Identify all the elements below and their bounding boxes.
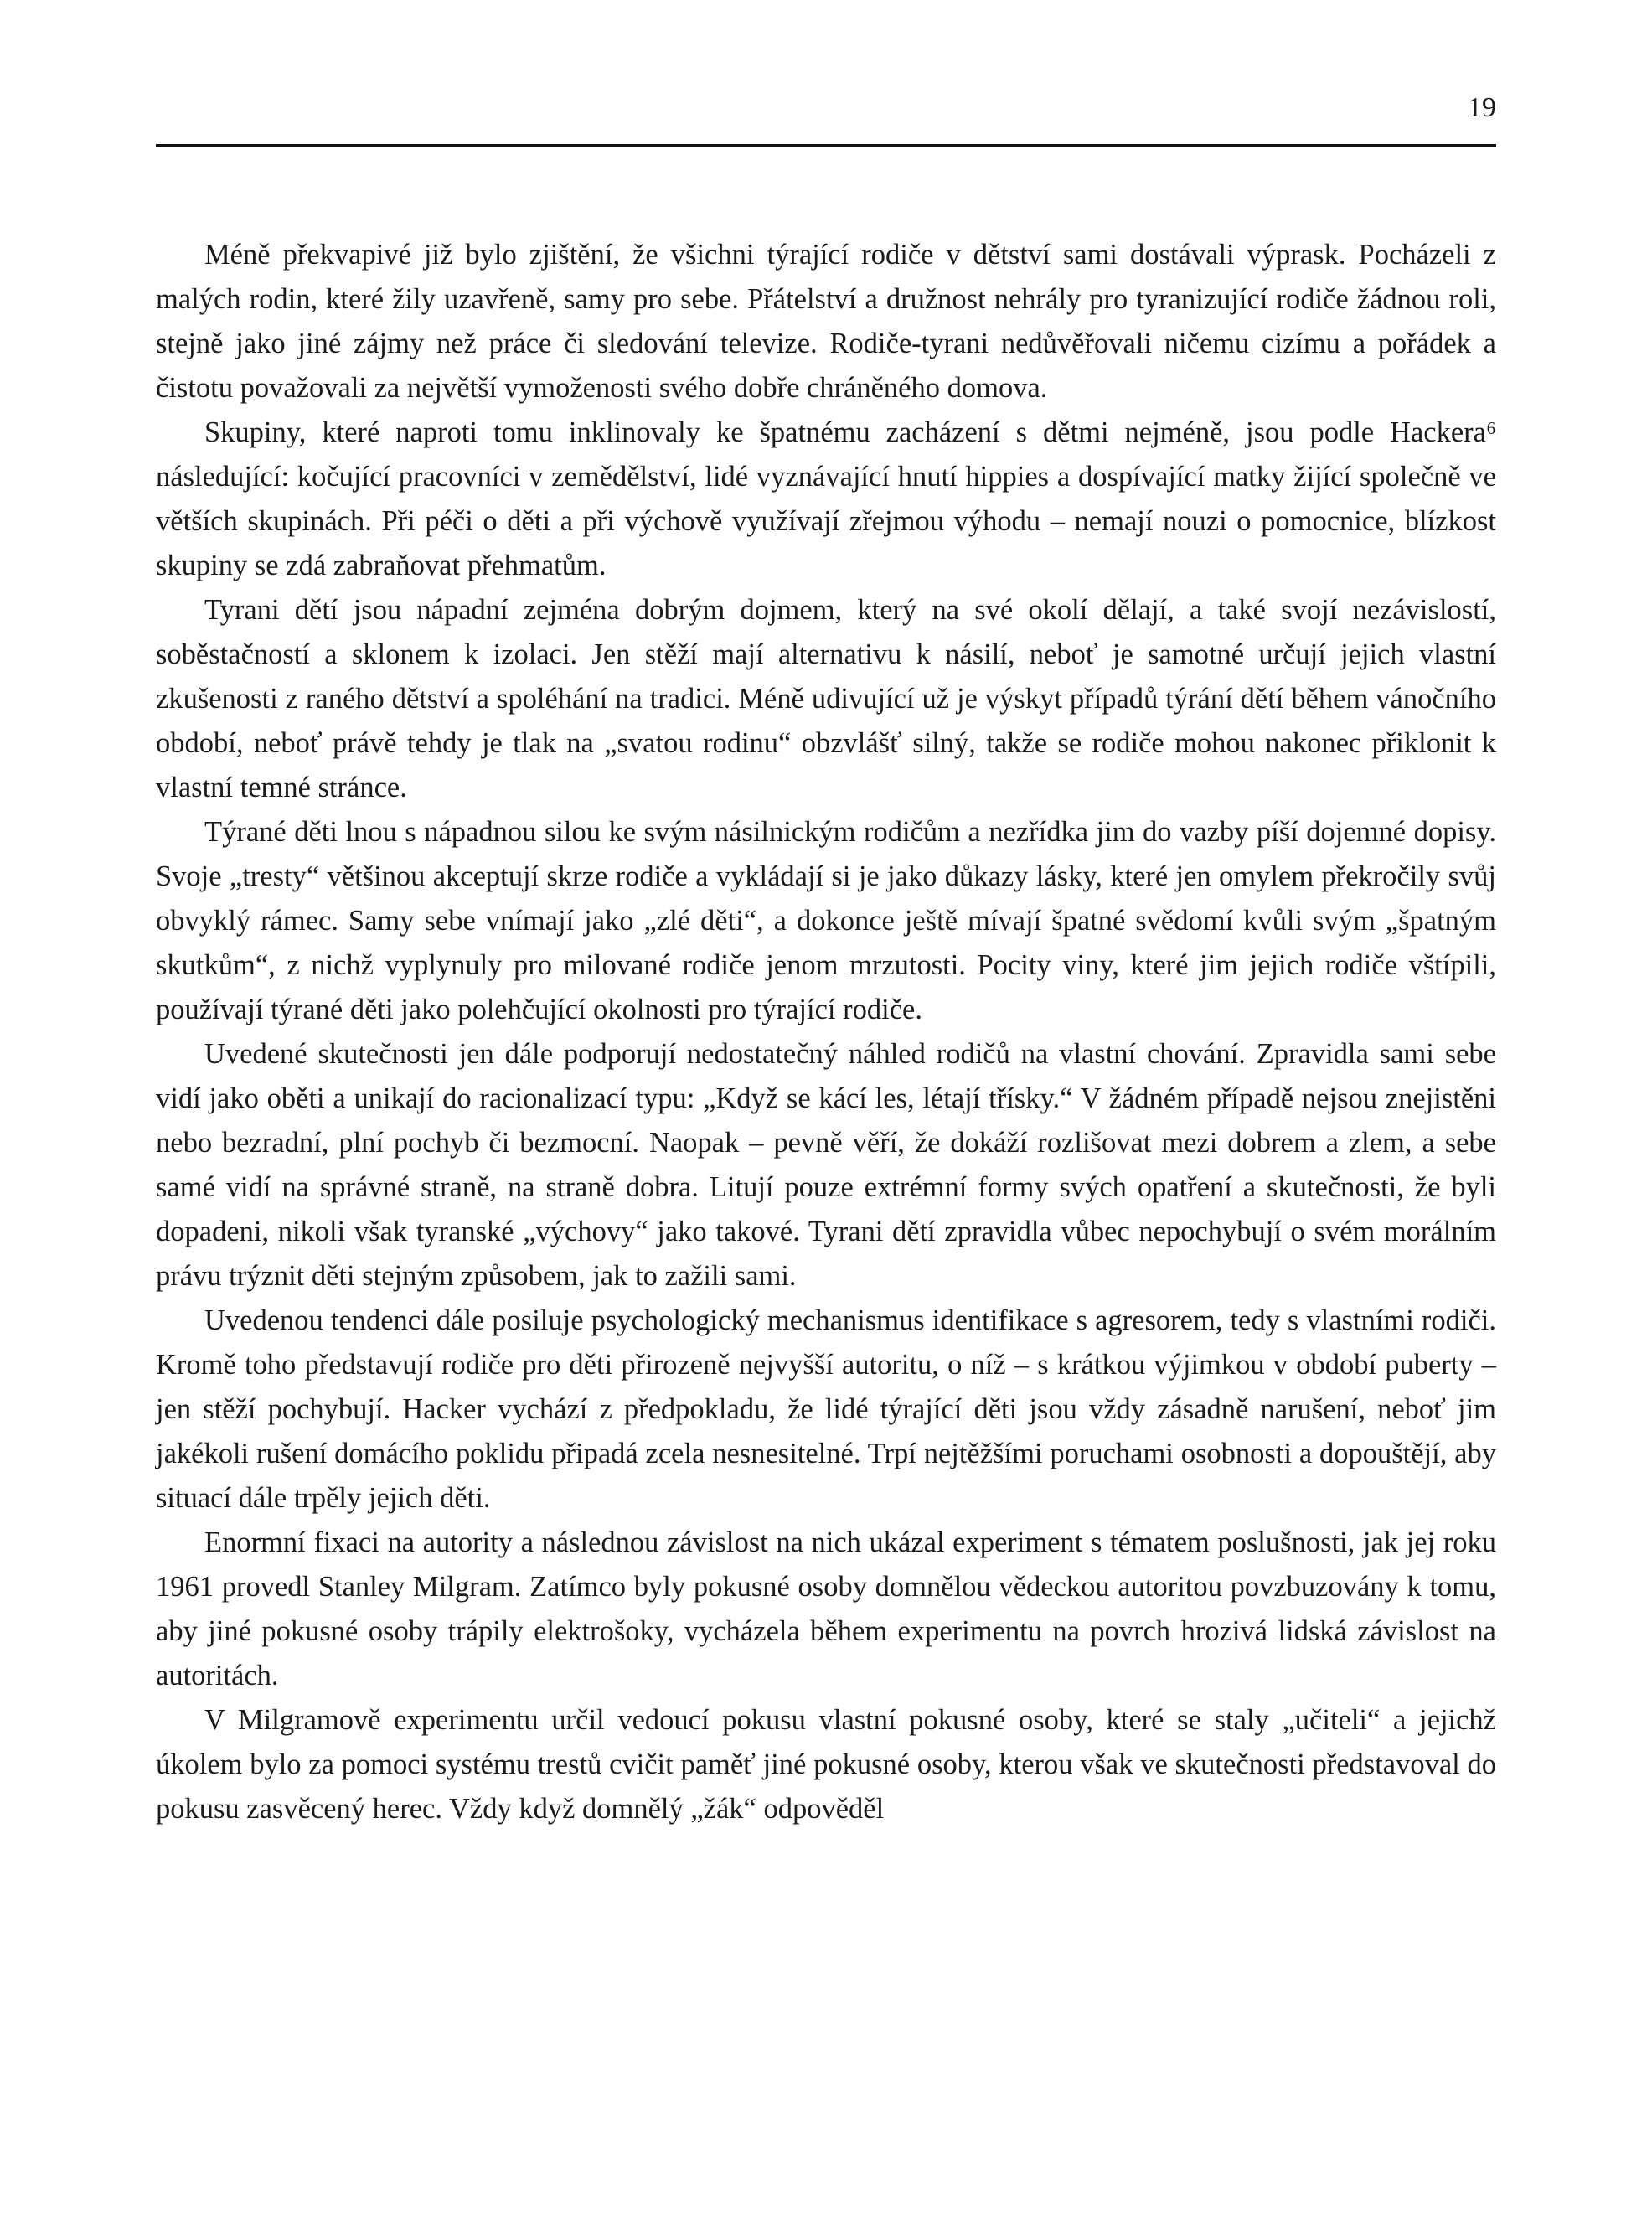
paragraph-8: V Milgramově experimentu určil vedoucí pokusu vlastní pokusné osoby, které se staly „učiteli“ a jejichž úkolem bylo za pomoci systému trestů cvičit paměť jiné pokusné osoby, kterou však ve skutečnosti představoval do pokusu zasvěcený herec. Vždy když domnělý „žák“ odpověděl: [156, 1704, 1496, 1825]
paragraph-4: Týrané děti lnou s nápadnou silou ke svým násilnickým rodičům a nezřídka jim do vazby píší dojemné dopisy. Svoje „tresty“ většinou akceptují skrze rodiče a vykládají si je jako důkazy lásky, které jen omylem překročily svůj obvyklý rámec. Samy sebe vnímají jako „zlé děti“, a dokonce ještě mívají špatné svědomí kvůli svým „špatným skutkům“, z nichž vyplynuly pro milované rodiče jenom mrzutosti. Pocity viny, které jim jejich rodiče vštípili, používají týrané děti jako polehčující okolnosti pro týrající rodiče.: [156, 816, 1496, 1025]
paragraph-7: Enormní fixaci na autority a následnou závislost na nich ukázal experiment s tématem poslušnosti, jak jej roku 1961 provedl Stanley Milgram. Zatímco byly pokusné osoby domnělou vědeckou autoritou povzbuzovány k tomu, aby jiné pokusné osoby trápily elektrošoky, vycházela během experimentu na povrch hrozivá lidská závislost na autoritách.: [156, 1526, 1496, 1691]
paragraph-5: Uvedené skutečnosti jen dále podporují nedostatečný náhled rodičů na vlastní chování. Zpravidla sami sebe vidí jako oběti a unikají do racionalizací typu: „Když se kácí les, létají třísky.“ V žádném případě nejsou znejistěni nebo bezradní, plní pochyb či bezmocní. Naopak – pevně věří, že dokáží rozlišovat mezi dobrem a zlem, a sebe samé vidí na správné straně, na straně dobra. Litují pouze extrémní formy svých opatření a skutečnosti, že byli dopadeni, nikoli však tyranské „výchovy“ jako takové. Tyrani dětí zpravidla vůbec nepochybují o svém morálním právu trýznit děti stejným způsobem, jak to zažili sami.: [156, 1038, 1496, 1292]
header-rule: [156, 144, 1496, 147]
paragraph-2: Skupiny, které naproti tomu inklinovaly ke špatnému zacházení s dětmi nejméně, jsou podle Hackera⁶ následující: kočující pracovníci v zemědělství, lidé vyznávající hnutí hippies a dospívající matky žijící společně ve větších skupinách. Při péči o děti a při výchově využívají zřejmou výhodu – nemají nouzi o pomocnice, blízkost skupiny se zdá zabraňovat přehmatům.: [156, 416, 1496, 581]
paragraph-6: Uvedenou tendenci dále posiluje psychologický mechanismus identifikace s agresorem, tedy s vlastními rodiči. Kromě toho představují rodiče pro děti přirozeně nejvyšší autoritu, o níž – s krátkou výjimkou v období puberty – jen stěží pochybují. Hacker vychází z předpokladu, že lidé týrající děti jsou vždy zásadně narušení, neboť jim jakékoli rušení domácího poklidu připadá zcela nesnesitelné. Trpí nejtěžšími poruchami osobnosti a dopouštějí, aby situací dále trpěly jejich děti.: [156, 1304, 1496, 1514]
body-text: [156, 233, 1496, 1831]
paragraph-1: Méně překvapivé již bylo zjištění, že všichni týrající rodiče v dětství sami dostávali výprask. Pocházeli z malých rodin, které žily uzavřeně, samy pro sebe. Přátelství a družnost nehrály pro tyranizující rodiče žádnou roli, stejně jako jiné zájmy než práce či sledování televize. Rodiče-tyrani nedůvěřovali ničemu cizímu a pořádek a čistotu považovali za největší vymoženosti svého dobře chráněného domova.: [156, 239, 1496, 404]
paragraph-3: Tyrani dětí jsou nápadní zejména dobrým dojmem, který na své okolí dělají, a také svojí nezávislostí, soběstačností a sklonem k izolaci. Jen stěží mají alternativu k násilí, neboť je samotné určují jejich vlastní zkušenosti z raného dětství a spoléhání na tradici. Méně udivující už je výskyt případů týrání dětí během vánočního období, neboť právě tehdy je tlak na „svatou rodinu“ obzvlášť silný, takže se rodiče mohou nakonec přiklonit k vlastní temné stránce.: [156, 594, 1496, 803]
page-number: 19: [1468, 92, 1496, 123]
